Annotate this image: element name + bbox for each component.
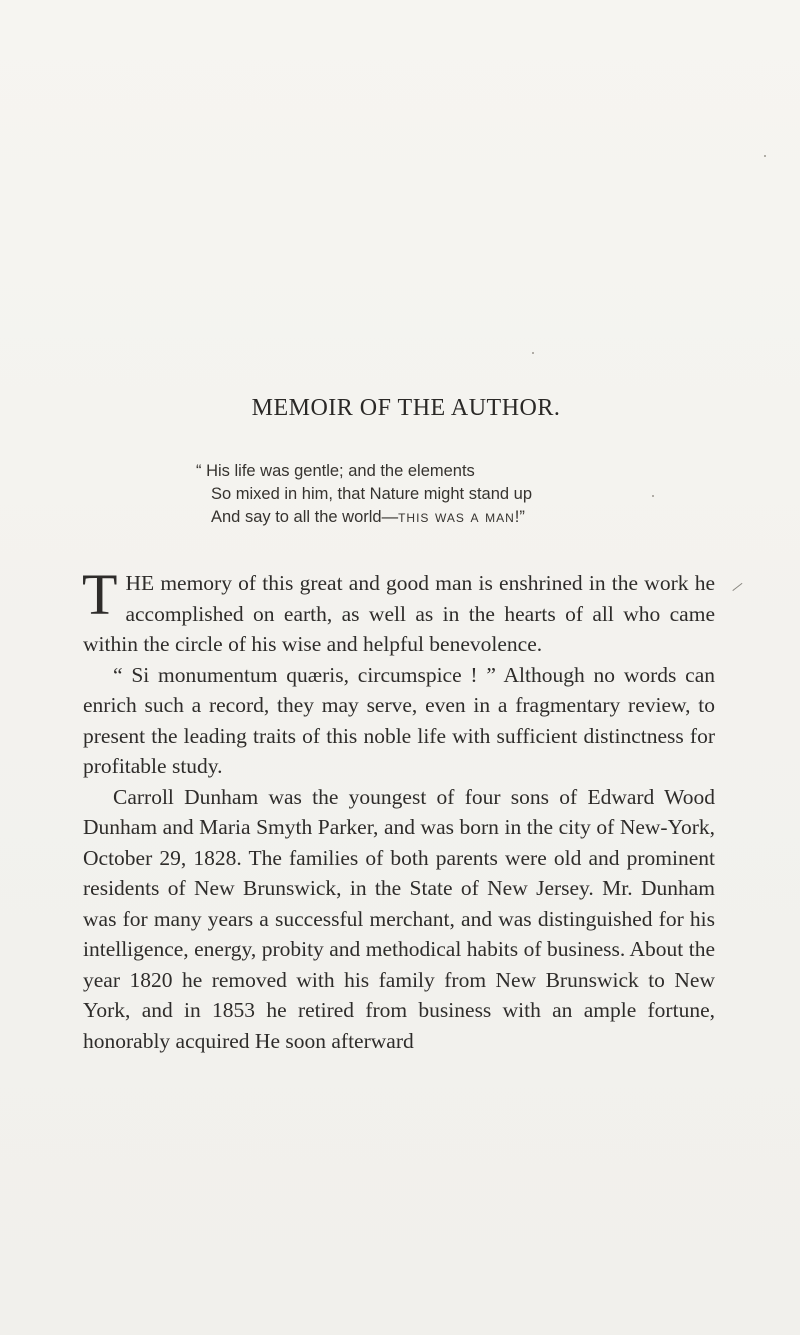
epigraph-line: So mixed in him, that Nature might stand up (211, 485, 532, 503)
epigraph (196, 460, 532, 529)
paper-speck (532, 352, 534, 354)
epigraph-line (211, 506, 532, 529)
paragraph-1-text: HE memory of this great and good man is enshrined in the work he accomplished on earth, as well as in the hearts of all who came within the circle of his wise and helpful benevolence. (83, 571, 715, 656)
epigraph-line-start: And say to all the world— (211, 508, 399, 526)
paper-speck (764, 155, 766, 157)
paragraph-2: “ Si monumentum quæris, circumspice ! ” Although no words can enrich such a record, they may serve, even in a fragmentary review, to present the leading traits of this noble life with sufficient distinctness for profitable study. (83, 662, 715, 778)
epigraph-line-end: !” (514, 508, 525, 526)
drop-cap: T (82, 562, 118, 627)
epigraph-line: “ His life was gentle; and the elements (196, 462, 475, 480)
paragraph-1 (82, 562, 715, 660)
body-text (82, 562, 715, 1056)
epigraph-small-caps: this was a man (398, 508, 515, 526)
paragraph-3: Carroll Dunham was the youngest of four sons of Edward Wood Dunham and Maria Smyth Parker, and was born in the city of New-York, October 29, 1828. The families of both parents were old and prominent residents of New Brunswick, in the State of New Jersey. Mr. Dunham was for many years a successful merchant, and was distinguished for his intelligence, energy, probity and methodical habits of business. About the year 1820 he removed with his family from New Brunswick to New York, and in 1853 he retired from business with an ample fortune, honorably acquired He soon afterward (83, 784, 715, 1053)
margin-pencil-mark (725, 573, 742, 591)
page-title: MEMOIR OF THE AUTHOR. (251, 395, 561, 421)
paper-speck (652, 495, 654, 497)
